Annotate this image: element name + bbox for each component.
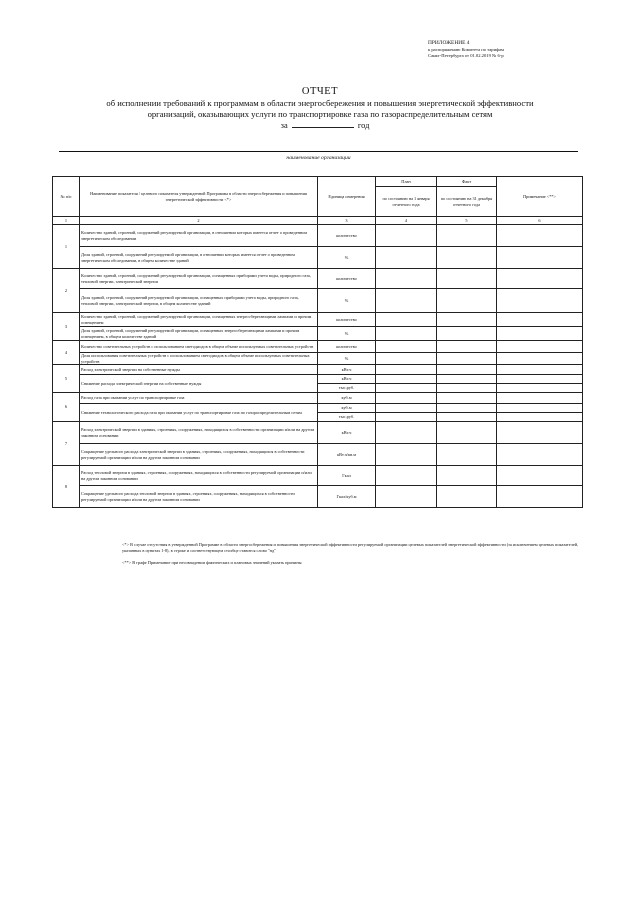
- fact-value-cell[interactable]: [437, 393, 497, 404]
- plan-value-cell[interactable]: [376, 404, 437, 413]
- plan-value-cell[interactable]: [376, 393, 437, 404]
- column-number: 2: [80, 217, 318, 225]
- note-cell[interactable]: [497, 313, 583, 327]
- period-blank[interactable]: [292, 121, 354, 128]
- table-row: [53, 404, 583, 413]
- fact-value-cell[interactable]: [437, 353, 497, 365]
- table-row: [53, 225, 583, 247]
- fact-value-cell[interactable]: [437, 375, 497, 384]
- column-number: 6: [497, 217, 583, 225]
- header-name: Наименование показателя / целевого показателя утвержденной Программы в области энергосбережения и повышения энергетической эффективности <*>: [80, 177, 318, 217]
- header-fact-sub: по состоянию на 31 декабря отчетного года: [437, 187, 497, 217]
- unit-cell: кВт.ч: [318, 422, 376, 444]
- unit-cell: %: [318, 327, 376, 341]
- header-note: Примечание <**>: [497, 177, 583, 217]
- header-num: № п/п: [53, 177, 80, 217]
- appendix-line-3: Санкт-Петербурга от 01.02.2019 № 6-р: [428, 53, 504, 59]
- note-cell[interactable]: [497, 327, 583, 341]
- indicator-name: Расход электрической энергии в зданиях, строениях, сооружениях, находящихся в собственности организации и/или на другом законном основании: [80, 422, 318, 444]
- footnote-2: <**> В графе Примечание при несовпадении фактических и плановых значений указать причины: [122, 560, 302, 565]
- unit-cell: количество: [318, 269, 376, 289]
- table-row: [53, 486, 583, 508]
- column-number: 1: [53, 217, 80, 225]
- fact-value-cell[interactable]: [437, 486, 497, 508]
- column-number: 3: [318, 217, 376, 225]
- note-cell[interactable]: [497, 393, 583, 404]
- unit-cell: куб.м: [318, 393, 376, 404]
- row-number: 8: [53, 466, 80, 508]
- fact-value-cell[interactable]: [437, 341, 497, 353]
- fact-value-cell[interactable]: [437, 327, 497, 341]
- unit-cell: количество: [318, 341, 376, 353]
- note-cell[interactable]: [497, 375, 583, 384]
- footnote-1: <*> В случае отсутствия в утвержденной Программе в области энергосбережения и повышения энергетической эффективности регулируемой организации целевых показателей энергетической эффективности (за исключением целевых показателей, указанных в пунктах 1-8), в строке и соответствующем столбце ставится слово "нд": [122, 542, 579, 553]
- report-table: [52, 176, 583, 508]
- fact-value-cell[interactable]: [437, 269, 497, 289]
- table-row: [53, 365, 583, 375]
- appendix-block: [428, 40, 504, 60]
- table-row: [53, 444, 583, 466]
- unit-cell: количество: [318, 225, 376, 247]
- plan-value-cell[interactable]: [376, 289, 437, 313]
- unit-cell: тыс.руб.: [318, 413, 376, 422]
- row-number: 7: [53, 422, 80, 466]
- note-cell[interactable]: [497, 365, 583, 375]
- row-number: 4: [53, 341, 80, 365]
- table-row: [53, 269, 583, 289]
- unit-cell: Гкал: [318, 466, 376, 486]
- table-row: [53, 327, 583, 341]
- indicator-name: Расход тепловой энергии в зданиях, строениях, сооружениях, находящихся в собственности регулируемой организации и/или на другом законном основании: [80, 466, 318, 486]
- note-cell[interactable]: [497, 341, 583, 353]
- indicator-name: Расход электрической энергии на собственные нужды: [80, 365, 318, 375]
- table-row: [53, 393, 583, 404]
- indicator-name: Расход газа при оказании услуг по транспортировке газа: [80, 393, 318, 404]
- report-period: [250, 121, 400, 130]
- table-row: [53, 341, 583, 353]
- note-cell[interactable]: [497, 289, 583, 313]
- indicator-name: Количество зданий, строений, сооружений регулируемой организации, в отношении которых имеется отчет о проведенном энергетическом обследовании: [80, 225, 318, 247]
- indicator-name: Снижение расхода электрической энергии на собственные нужды: [80, 375, 318, 393]
- note-cell[interactable]: [497, 422, 583, 444]
- note-cell[interactable]: [497, 225, 583, 247]
- report-subtitle-line-1: об исполнении требований к программам в области энергосбережения и повышения энергетической эффективности: [106, 98, 534, 108]
- report-subtitle: [60, 98, 580, 120]
- column-number: 4: [376, 217, 437, 225]
- plan-value-cell[interactable]: [376, 247, 437, 269]
- indicator-name: Сокращение удельного расхода тепловой энергии в зданиях, строениях, сооружениях, находящихся в собственности регулируемой организации и/или на другом законном основании: [80, 486, 318, 508]
- indicator-name: Количество осветительных устройств с использованием светодиодов в общем объеме используемых осветительных устройств: [80, 341, 318, 353]
- unit-cell: кВт.ч: [318, 365, 376, 375]
- plan-value-cell[interactable]: [376, 327, 437, 341]
- footnotes: [122, 542, 582, 566]
- appendix-line-2: к распоряжению Комитета по тарифам: [428, 46, 504, 52]
- table-row: [53, 313, 583, 327]
- indicator-name: Снижение технологического расхода газа при оказании услуг по транспортировке газа по газораспределительным сетям: [80, 404, 318, 422]
- fact-value-cell[interactable]: [437, 413, 497, 422]
- indicator-name: Количество зданий, строений, сооружений регулируемой организации, оснащенных приборами учета воды, природного газа, тепловой энергии, электрической энергии: [80, 269, 318, 289]
- indicator-name: Сокращение удельного расхода электрической энергии в зданиях, строениях, сооружениях, находящихся в собственности регулируемой организации и/или на другом законном основании: [80, 444, 318, 466]
- table-row: [53, 289, 583, 313]
- note-cell[interactable]: [497, 486, 583, 508]
- indicator-name: Доля зданий, строений, сооружений регулируемой организации, оснащенных приборами учета воды, природного газа, тепловой энергии, электрической энергии, в общем количестве зданий: [80, 289, 318, 313]
- header-plan: План: [376, 177, 437, 187]
- fact-value-cell[interactable]: [437, 289, 497, 313]
- table-row: [53, 247, 583, 269]
- note-cell[interactable]: [497, 413, 583, 422]
- note-cell[interactable]: [497, 466, 583, 486]
- note-cell[interactable]: [497, 353, 583, 365]
- report-title: ОТЧЕТ: [301, 86, 339, 97]
- unit-cell: количество: [318, 313, 376, 327]
- column-number: 5: [437, 217, 497, 225]
- report-subtitle-line-2: организаций, оказывающих услуги по транспортировке газа по газораспределительным сетям: [147, 109, 493, 119]
- header-unit: Единица измерения: [318, 177, 376, 217]
- row-number: 3: [53, 313, 80, 341]
- plan-value-cell[interactable]: [376, 269, 437, 289]
- appendix-number: ПРИЛОЖЕНИЕ 4: [428, 40, 470, 46]
- plan-value-cell[interactable]: [376, 422, 437, 444]
- fact-value-cell[interactable]: [437, 466, 497, 486]
- row-number: 6: [53, 393, 80, 422]
- indicator-name: Доля зданий, строений, сооружений регулируемой организации, в отношении которых имеется отчет о проведенном энергетическом обследовании, в общем количестве зданий: [80, 247, 318, 269]
- indicator-name: Доля зданий, строений, сооружений регулируемой организации, оснащенных энергосберегающими лампами и прочим освещением, в общем количестве зданий: [80, 327, 318, 341]
- fact-value-cell[interactable]: [437, 422, 497, 444]
- note-cell[interactable]: [497, 404, 583, 413]
- plan-value-cell[interactable]: [376, 384, 437, 393]
- organization-caption: наименование организации: [286, 155, 351, 161]
- unit-cell: кВт.ч: [318, 375, 376, 384]
- fact-value-cell[interactable]: [437, 225, 497, 247]
- plan-value-cell[interactable]: [376, 313, 437, 327]
- plan-value-cell[interactable]: [376, 466, 437, 486]
- fact-value-cell[interactable]: [437, 404, 497, 413]
- plan-value-cell[interactable]: [376, 365, 437, 375]
- note-cell[interactable]: [497, 247, 583, 269]
- plan-value-cell[interactable]: [376, 486, 437, 508]
- header-fact: Факт: [437, 177, 497, 187]
- plan-value-cell[interactable]: [376, 225, 437, 247]
- table-row: [53, 375, 583, 384]
- note-cell[interactable]: [497, 444, 583, 466]
- fact-value-cell[interactable]: [437, 247, 497, 269]
- unit-cell: кВт.ч/кв.м: [318, 444, 376, 466]
- plan-value-cell[interactable]: [376, 353, 437, 365]
- indicator-name: Доля использования осветительных устройств с использованием светодиодов в общем объеме используемых осветительных устройств: [80, 353, 318, 365]
- note-cell[interactable]: [497, 269, 583, 289]
- fact-value-cell[interactable]: [437, 365, 497, 375]
- table-row: [53, 466, 583, 486]
- period-suffix: год: [357, 121, 370, 130]
- organization-name-line[interactable]: [59, 151, 578, 152]
- table-row: [53, 422, 583, 444]
- unit-cell: куб.м: [318, 404, 376, 413]
- report-table-body: [53, 225, 583, 508]
- fact-value-cell[interactable]: [437, 313, 497, 327]
- plan-value-cell[interactable]: [376, 375, 437, 384]
- unit-cell: %: [318, 247, 376, 269]
- unit-cell: тыс.руб.: [318, 384, 376, 393]
- row-number: 5: [53, 365, 80, 393]
- fact-value-cell[interactable]: [437, 384, 497, 393]
- table-row: [53, 353, 583, 365]
- indicator-name: Количество зданий, строений, сооружений регулируемой организации, оснащенных энергосберегающими лампами и прочим освещением: [80, 313, 318, 327]
- unit-cell: %: [318, 353, 376, 365]
- unit-cell: %: [318, 289, 376, 313]
- fact-value-cell[interactable]: [437, 444, 497, 466]
- row-number: 2: [53, 269, 80, 313]
- note-cell[interactable]: [497, 384, 583, 393]
- period-prefix: за: [280, 121, 288, 130]
- plan-value-cell[interactable]: [376, 341, 437, 353]
- unit-cell: Гкал/куб.м: [318, 486, 376, 508]
- plan-value-cell[interactable]: [376, 444, 437, 466]
- header-plan-sub: по состоянию на 1 января отчетного года: [376, 187, 437, 217]
- plan-value-cell[interactable]: [376, 413, 437, 422]
- row-number: 1: [53, 225, 80, 269]
